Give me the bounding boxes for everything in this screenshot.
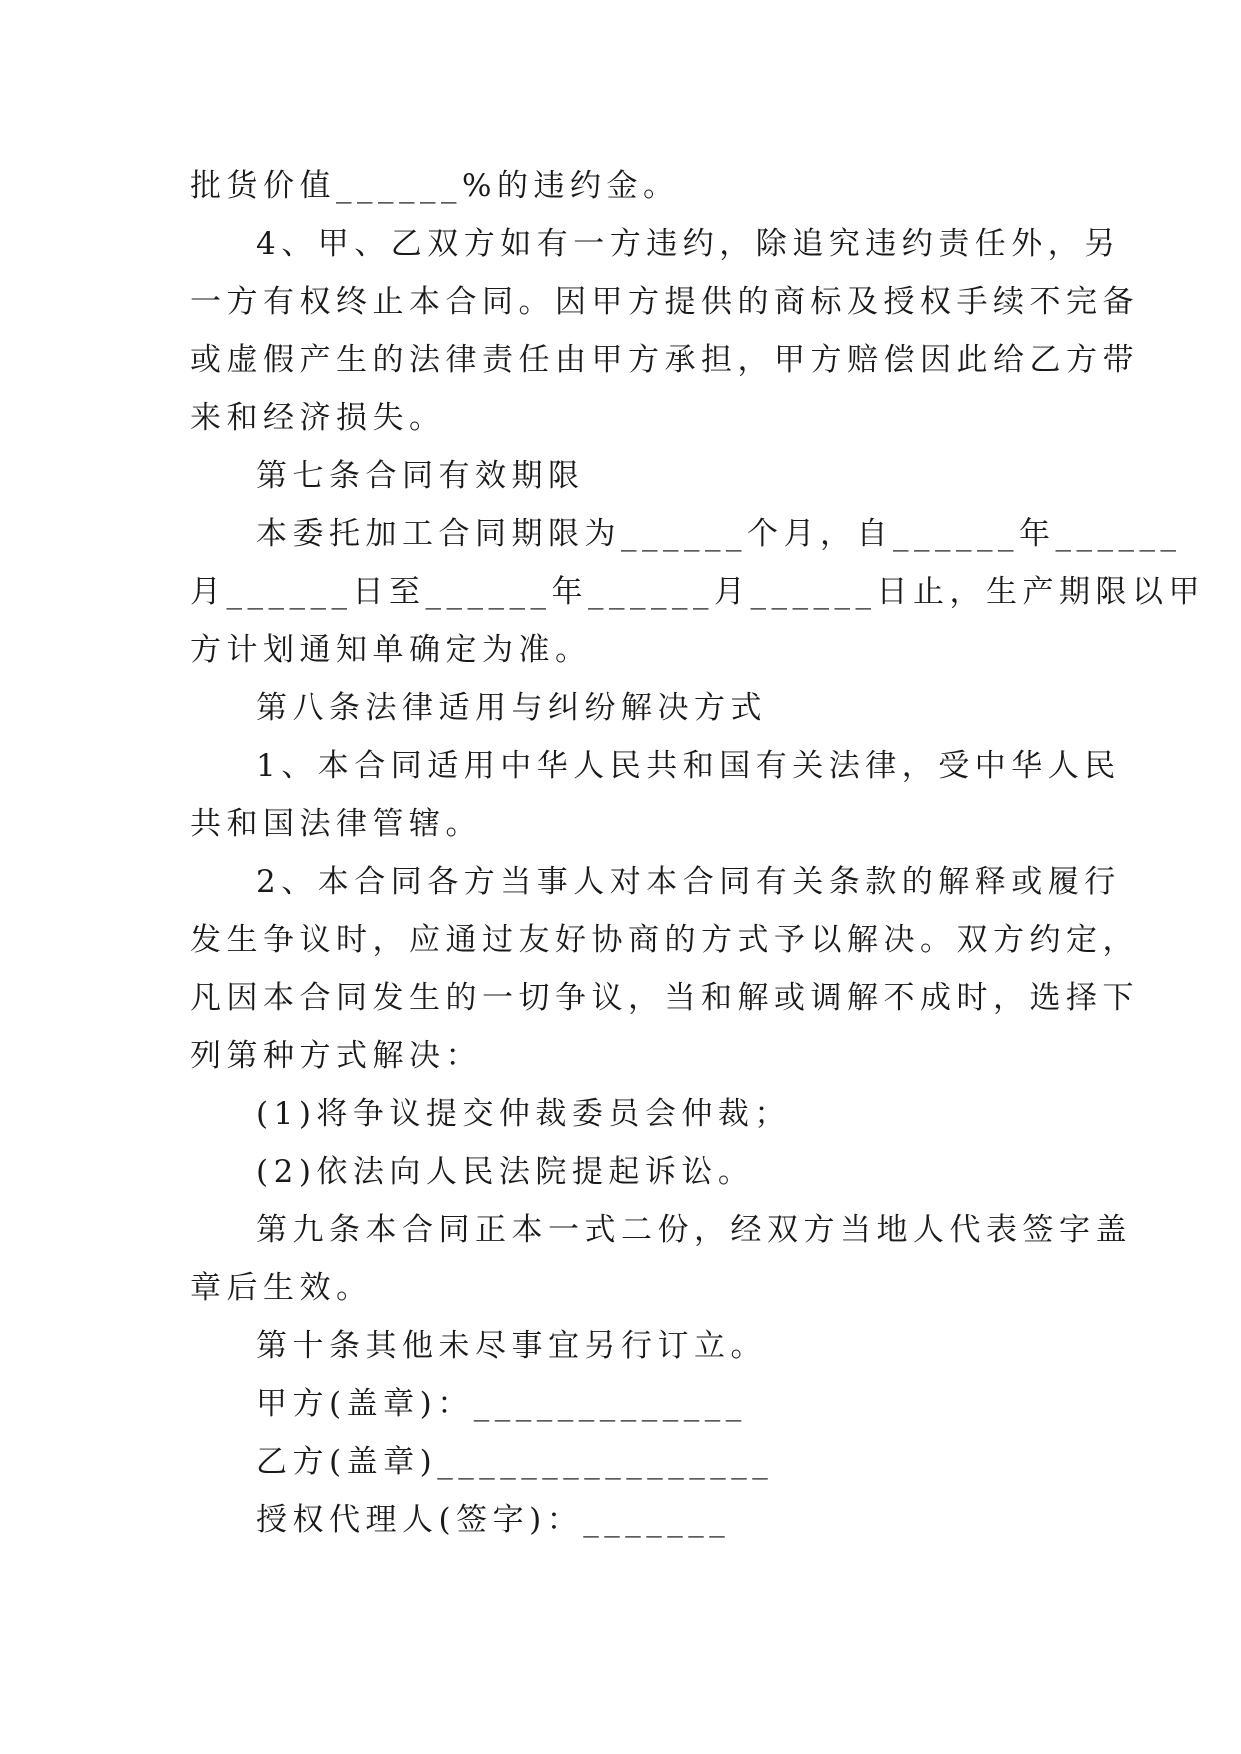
text-line: 或虚假产生的法律责任由甲方承担，甲方赔偿因此给乙方带 [190,342,1139,378]
text-line: 来和经济损失。 [190,400,446,436]
section-heading: 第十条其他未尽事宜另行订立。 [256,1328,767,1364]
text-line: 列第种方式解决： [190,1038,482,1074]
text-line: 章后生效。 [190,1270,373,1306]
section-heading: 第九条本合同正本一式二份，经双方当地人代表签字盖 [256,1212,1132,1248]
document-body [190,157,1205,1549]
list-item: (2)依法向人民法院提起诉讼。 [256,1154,755,1190]
text-line: 一方有权终止本合同。因甲方提供的商标及授权手续不完备 [190,284,1139,320]
signature-field-agent: 授权代理人(签字)：_______ [256,1502,731,1538]
text-line: 月______日至______年______月______日止，生产期限以甲 [190,574,1205,610]
text-line: 1、本合同适用中华人民共和国有关法律，受中华人民 [256,748,1121,784]
text-line: 本委托加工合同期限为______个月，自______年______ [256,516,1182,552]
signature-field-party-a: 甲方(盖章)：_____________ [256,1386,747,1422]
text-line: 批货价值______%的违约金。 [190,168,680,204]
text-line: 4、甲、乙双方如有一方违约，除追究违约责任外，另 [256,226,1121,262]
text-line: 共和国法律管辖。 [190,806,482,842]
signature-field-party-b: 乙方(盖章)________________ [256,1444,774,1480]
text-line: 2、本合同各方当事人对本合同有关条款的解释或履行 [256,864,1121,900]
list-item: (1)将争议提交仲裁委员会仲裁； [256,1096,791,1132]
text-line: 方计划通知单确定为准。 [190,632,592,668]
section-heading: 第八条法律适用与纠纷解决方式 [256,690,767,726]
section-heading: 第七条合同有效期限 [256,458,585,494]
text-line: 凡因本合同发生的一切争议，当和解或调解不成时，选择下 [190,980,1139,1016]
text-line: 发生争议时，应通过友好协商的方式予以解决。双方约定， [190,922,1139,958]
